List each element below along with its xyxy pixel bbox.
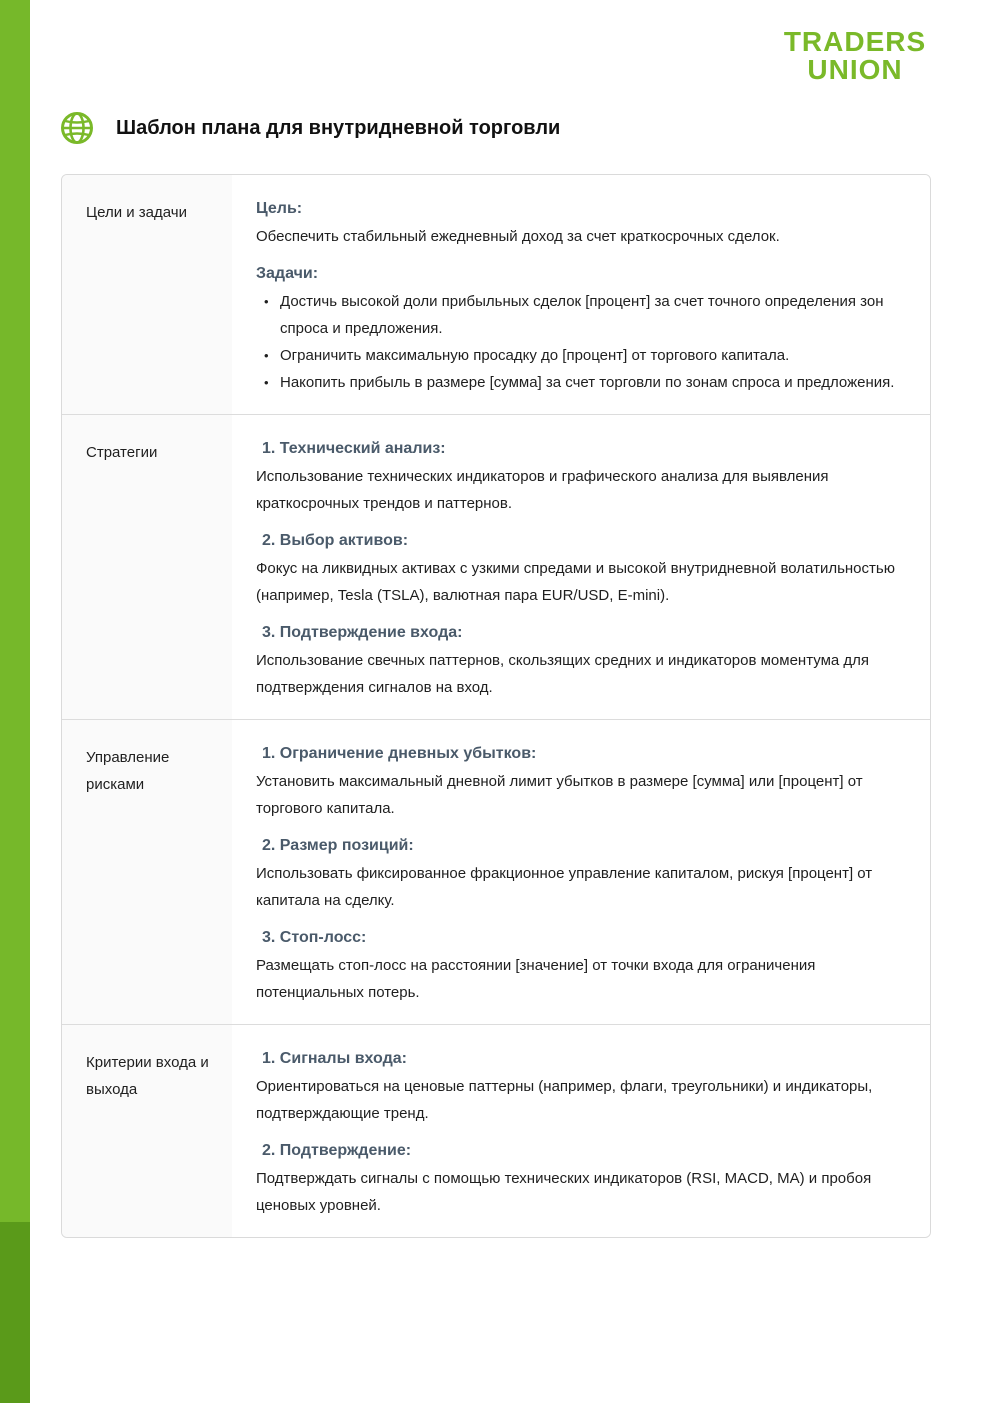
row-label: Критерии входа и выхода xyxy=(62,1025,232,1237)
item-title: Стоп-лосс: xyxy=(279,929,367,946)
row-label: Стратегии xyxy=(62,415,232,719)
page-title: Шаблон плана для внутридневной торговли xyxy=(116,116,561,139)
item-heading xyxy=(256,1139,910,1163)
item-title: Подтверждение входа: xyxy=(279,624,463,641)
row-label: Цели и задачи xyxy=(62,175,232,414)
item-text: Размещать стоп-лосс на расстоянии [значение] от точки входа для ограничения потенциальных потерь. xyxy=(256,957,816,1001)
side-accent-bar xyxy=(0,0,30,1403)
item-heading xyxy=(256,742,910,766)
logo-line2: UNION xyxy=(807,54,903,85)
logo-line1: TRADERS xyxy=(783,26,927,57)
list-item: • Накопить прибыль в размере [сумма] за счет торговли по зонам спроса и предложения. xyxy=(256,369,910,396)
item-number: 2. xyxy=(262,1142,276,1159)
item-text: Подтверждать сигналы с помощью технических индикаторов (RSI, MACD, MA) и пробоя ценовых уровней. xyxy=(256,1170,872,1214)
row-content xyxy=(232,720,930,1024)
globe-icon xyxy=(60,111,94,145)
row-label: Управление рисками xyxy=(62,720,232,1024)
item-heading xyxy=(256,834,910,858)
goal-heading: Цель: xyxy=(256,200,303,217)
traders-union-logo xyxy=(779,28,931,84)
item-title: Выбор активов: xyxy=(279,532,409,549)
item-title: Технический анализ: xyxy=(279,440,446,457)
item-heading xyxy=(256,621,910,645)
table-row xyxy=(62,175,930,414)
row-content xyxy=(232,1025,930,1237)
item-title: Подтверждение: xyxy=(279,1142,412,1159)
goal-text: Обеспечить стабильный ежедневный доход за счет краткосрочных сделок. xyxy=(256,228,780,245)
item-heading xyxy=(256,437,910,461)
item-text: Установить максимальный дневной лимит убытков в размере [сумма] или [процент] от торгового капитала. xyxy=(256,773,863,817)
item-heading xyxy=(256,926,910,950)
row-content xyxy=(232,175,930,414)
item-number: 1. xyxy=(262,440,276,457)
title-row xyxy=(60,110,560,146)
item-text: Использовать фиксированное фракционное управление капиталом, рискуя [процент] от капитала на сделку. xyxy=(256,865,873,909)
item-text: Использование технических индикаторов и графического анализа для выявления краткосрочных трендов и паттернов. xyxy=(256,468,829,512)
item-text: Ориентироваться на ценовые паттерны (например, флаги, треугольники) и индикаторы, подтверждающие тренд. xyxy=(256,1078,873,1122)
item-title: Ограничение дневных убытков: xyxy=(279,745,537,762)
item-number: 2. xyxy=(262,532,276,549)
item-number: 3. xyxy=(262,929,276,946)
table-row xyxy=(62,719,930,1024)
plan-table xyxy=(61,174,931,1238)
item-number: 1. xyxy=(262,745,276,762)
item-number: 2. xyxy=(262,837,276,854)
item-title: Размер позиций: xyxy=(279,837,414,854)
row-content xyxy=(232,415,930,719)
item-heading xyxy=(256,1047,910,1071)
item-number: 3. xyxy=(262,624,276,641)
item-text: Фокус на ликвидных активах с узкими спредами и высокой внутридневной волатильностью (например, Tesla (TSLA), валютная пара EUR/USD, E-mini). xyxy=(256,560,895,604)
list-item: • Достичь высокой доли прибыльных сделок [процент] за счет точного определения зон спроса и предложения. xyxy=(256,288,910,342)
item-title: Сигналы входа: xyxy=(279,1050,407,1067)
table-row xyxy=(62,1024,930,1237)
item-heading xyxy=(256,529,910,553)
tasks-heading: Задачи: xyxy=(256,265,319,282)
tasks-list xyxy=(256,288,910,396)
item-text: Использование свечных паттернов, скользящих средних и индикаторов моментума для подтверждения сигналов на вход. xyxy=(256,652,870,696)
table-row xyxy=(62,414,930,719)
item-number: 1. xyxy=(262,1050,276,1067)
list-item: • Ограничить максимальную просадку до [процент] от торгового капитала. xyxy=(256,342,910,369)
